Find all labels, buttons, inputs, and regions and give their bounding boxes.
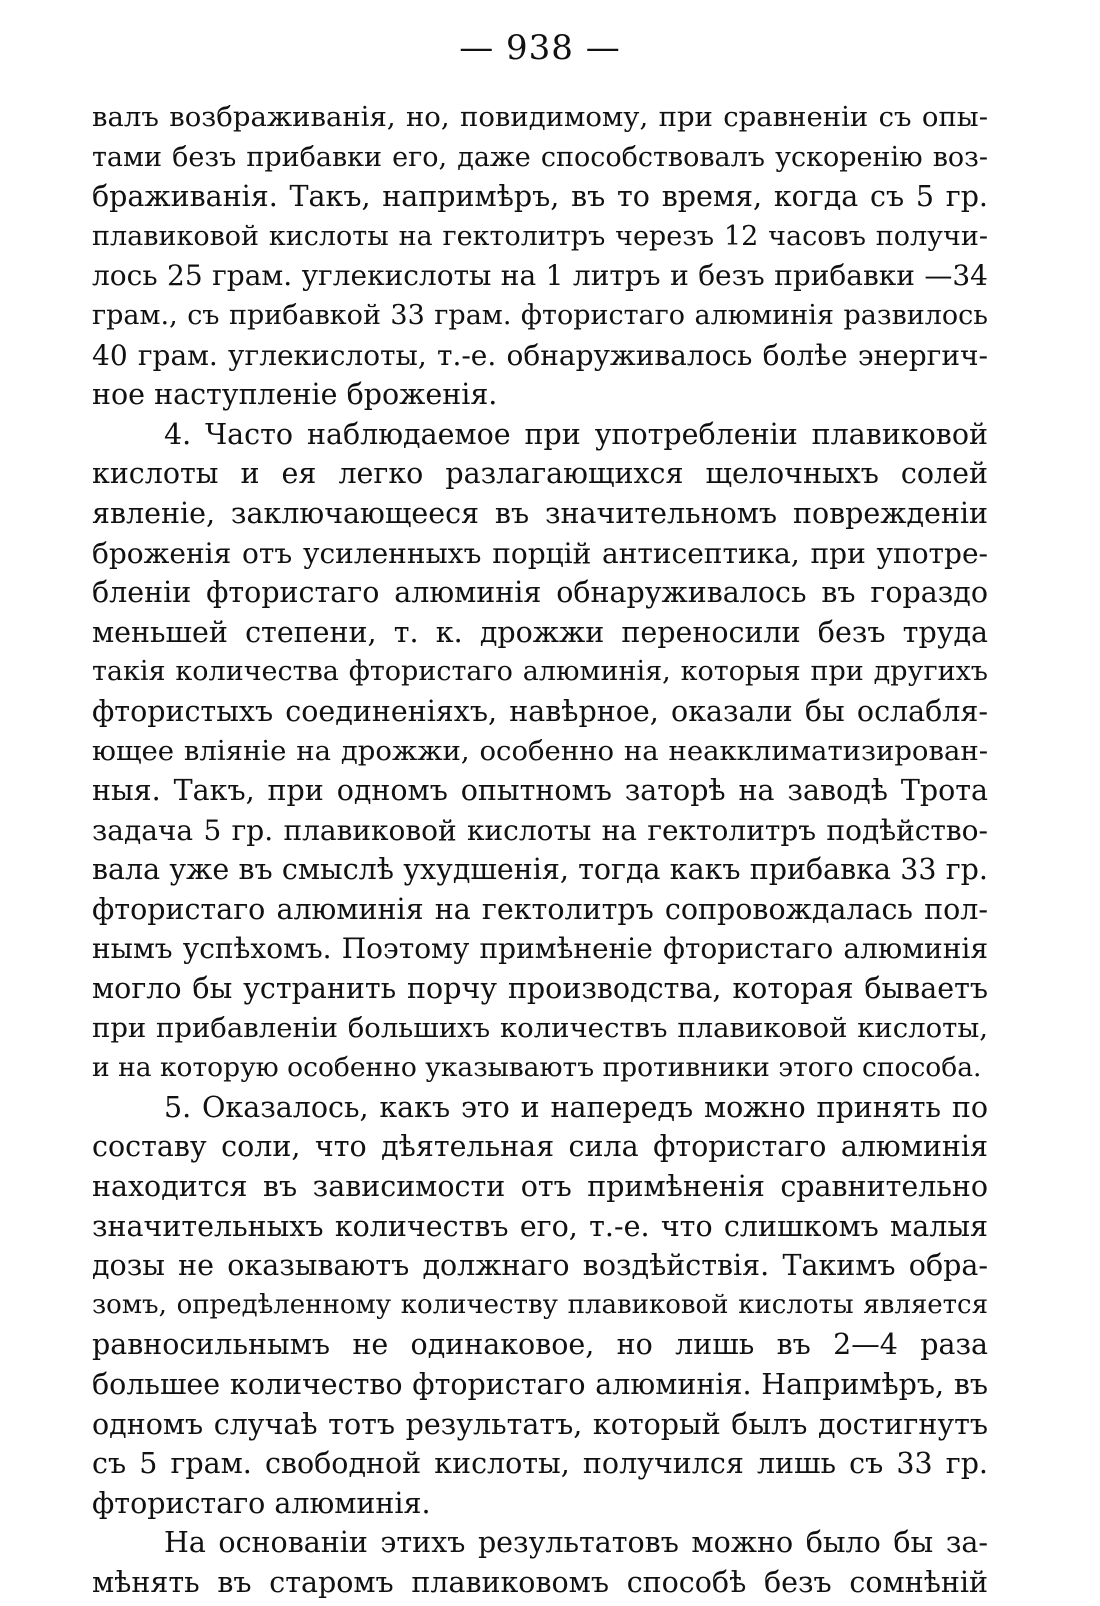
text-line: грам., съ прибавкой 33 грам. фтористаго алюминія развилось: [92, 299, 988, 331]
text-line: фтористаго алюминія.: [92, 1486, 431, 1520]
text-line: задача 5 гр. плавиковой кислоты на гектолитръ подѣйство-: [92, 813, 988, 847]
text-line: ющее вліяніе на дрожжи, особенно на неакклиматизирован-: [92, 734, 988, 767]
text-line: вала уже въ смыслѣ ухудшенія, тогда какъ прибавка 33 гр.: [92, 853, 988, 887]
text-line: большее количество фтористаго алюминія. Напримѣръ, въ: [92, 1368, 988, 1401]
text-line: меньшей степени, т. к. дрожжи переносили безъ труда: [92, 615, 988, 649]
text-line: плавиковой кислоты на гектолитръ черезъ 12 часовъ получи-: [92, 220, 988, 252]
text-line: ное наступленіе броженія.: [92, 378, 498, 412]
body-text: [92, 98, 988, 1603]
page-number: — 938 —: [459, 28, 621, 68]
text-line: фтористаго алюминія на гектолитръ сопровождалась пол-: [92, 892, 988, 926]
text-line: нымъ успѣхомъ. Поэтому примѣненіе фтористаго алюминія: [92, 932, 988, 966]
text-line: явленіе, заключающееся въ значительномъ поврежденіи: [92, 496, 988, 530]
text-line: кислоты и ея легко разлагающихся щелочныхъ солей: [92, 457, 988, 491]
text-line: 4. Часто наблюдаемое при употребленіи плавиковой: [164, 417, 988, 451]
text-line: одномъ случаѣ тотъ результатъ, который былъ достигнутъ: [92, 1407, 988, 1441]
text-line: дозы не оказываютъ должнаго воздѣйствія. Такимъ обра-: [92, 1249, 988, 1283]
text-line: 5. Оказалось, какъ это и напередъ можно принять по: [164, 1090, 988, 1124]
text-line: равносильнымъ не одинаковое, но лишь въ 2—4 раза: [92, 1328, 988, 1362]
text-line: такія количества фтористаго алюминія, которыя при другихъ: [92, 656, 988, 688]
text-line: тами безъ прибавки его, даже способствовалъ ускоренію воз-: [92, 141, 988, 173]
text-line: бленіи фтористаго алюминія обнаруживалось въ гораздо: [92, 576, 988, 610]
text-line: при прибавленіи большихъ количествъ плавиковой кислоты,: [92, 1011, 988, 1044]
text-line: значительныхъ количествъ его, т.-е. что слишкомъ малыя: [92, 1209, 988, 1243]
text-line: съ 5 грам. свободной кислоты, получился лишь съ 33 гр.: [92, 1447, 988, 1481]
text-line: На основаніи этихъ результатовъ можно было бы за-: [164, 1526, 988, 1560]
text-line: мѣнять въ старомъ плавиковомъ способѣ безъ сомнѣній: [92, 1565, 988, 1599]
text-line: находится въ зависимости отъ примѣненія сравнительно: [92, 1170, 988, 1204]
text-line: могло бы устранить порчу производства, которая бываетъ: [92, 972, 988, 1006]
text-line: и на которую особенно указываютъ противники этого способа.: [92, 1052, 982, 1084]
text-line: валъ возбраживанія, но, повидимому, при сравненіи съ опы-: [92, 101, 988, 133]
text-line: броженія отъ усиленныхъ порцій антисептика, при употре-: [92, 536, 988, 570]
text-line: браживанія. Такъ, напримѣръ, въ то время, когда съ 5 гр.: [92, 180, 988, 214]
text-line: ныя. Такъ, при одномъ опытномъ заторѣ на заводѣ Трота: [92, 774, 988, 808]
text-line: фтористыхъ соединеніяхъ, навѣрное, оказали бы ослабля-: [92, 694, 988, 728]
text-line: 40 грам. углекислоты, т.-е. обнаруживалось болѣе энергич-: [92, 338, 988, 372]
text-line: лось 25 грам. углекислоты на 1 литръ и безъ прибавки —34: [92, 259, 988, 293]
text-line: составу соли, что дѣятельная сила фтористаго алюминія: [92, 1130, 988, 1164]
text-line: зомъ, опредѣленному количеству плавиковой кислоты является: [92, 1289, 988, 1320]
